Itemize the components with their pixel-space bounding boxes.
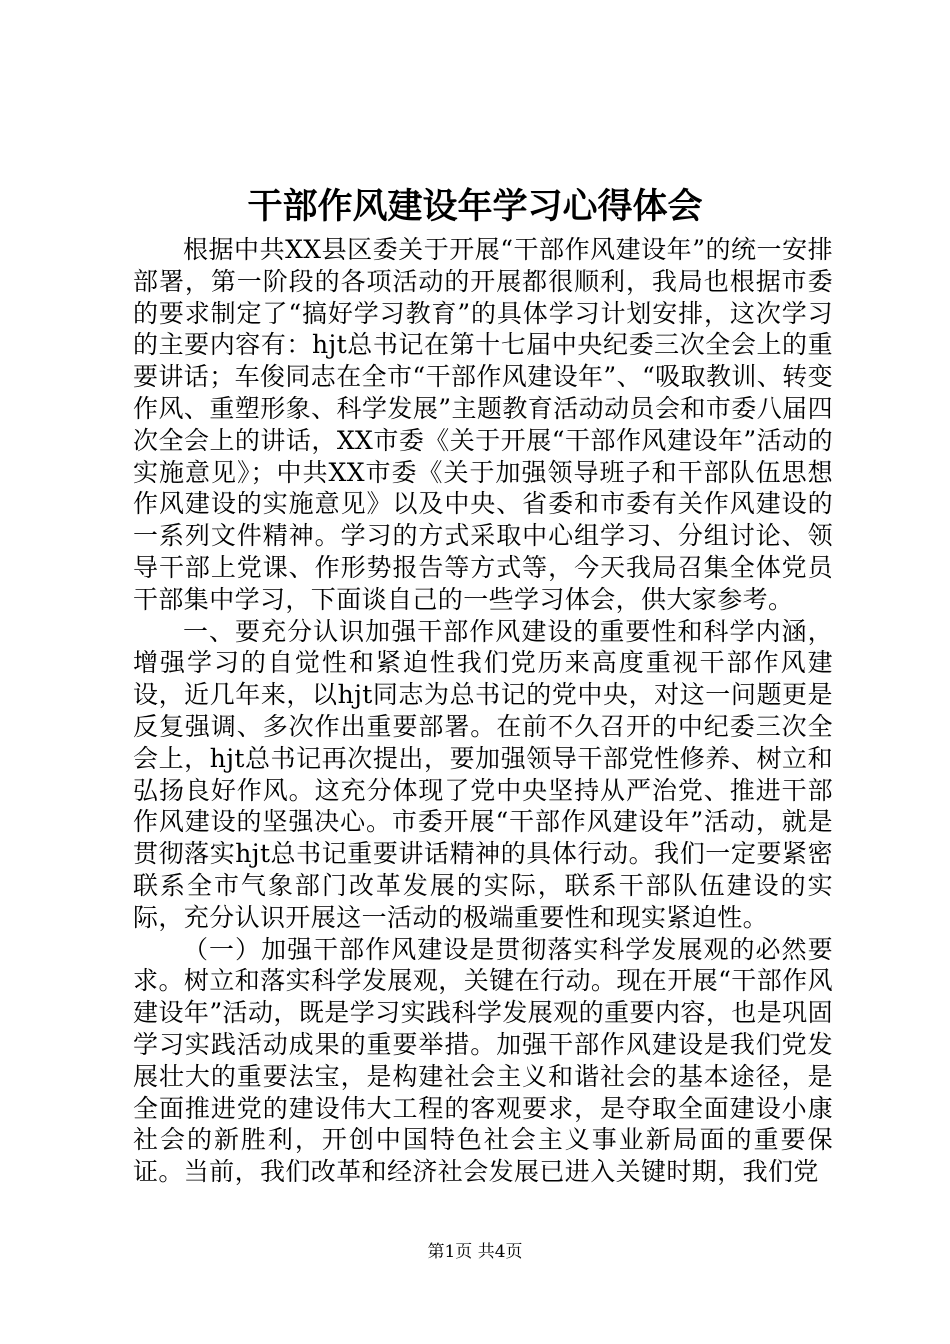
paragraph-subsection-one: （一）加强干部作风建设是贯彻落实科学发展观的必然要求。树立和落实科学发展观，关键在行动。现在开展“干部作风建设年”活动，既是学习实践科学发展观的重要内容，也是巩固学习实践活动成果的重要举措。加强干部作风建设是我们党发展壮大的重要法宝，是构建社会主义和谐社会的基本途径，是全面推进党的建设伟大工程的客观要求，是夺取全面建设小康社会的新胜利，开创中国特色社会主义事业新局面的重要保证。当前，我们改革和经济社会发展已进入关键时期，我们党 [133,934,833,1187]
paragraph-intro: 根据中共XX县区委关于开展“干部作风建设年”的统一安排部署，第一阶段的各项活动的开展都很顺利，我局也根据市委的要求制定了“搞好学习教育”的具体学习计划安排，这次学习的主要内容有：hjt总书记在第十七届中央纪委三次全会上的重要讲话；车俊同志在全市“干部作风建设年”、“吸取教训、转变作风、重塑形象、科学发展”主题教育活动动员会和市委八届四次全会上的讲话，XX市委《关于开展“干部作风建设年”活动的实施意见》；中共XX市委《关于加强领导班子和干部队伍思想作风建设的实施意见》以及中央、省委和市委有关作风建设的一系列文件精神。学习的方式采取中心组学习、分组讨论、领导干部上党课、作形势报告等方式等，今天我局召集全体党员干部集中学习，下面谈自己的一些学习体会，供大家参考。 [133,235,833,614]
page-number-footer: 第1页 共4页 [427,1242,523,1262]
document-body [133,234,833,1188]
paragraph-section-one: 一、要充分认识加强干部作风建设的重要性和科学内涵，增强学习的自觉性和紧迫性我们党历来高度重视干部作风建设，近几年来，以hjt同志为总书记的党中央，对这一问题更是反复强调、多次作出重要部署。在前不久召开的中纪委三次全会上，hjt总书记再次提出，要加强领导干部党性修养、树立和弘扬良好作风。这充分体现了党中央坚持从严治党、推进干部作风建设的坚强决心。市委开展“干部作风建设年”活动，就是贯彻落实hjt总书记重要讲话精神的具体行动。我们一定要紧密联系全市气象部门改革发展的实际，联系干部队伍建设的实际，充分认识开展这一活动的极端重要性和现实紧迫性。 [133,616,833,932]
document-title: 干部作风建设年学习心得体会 [247,186,703,227]
